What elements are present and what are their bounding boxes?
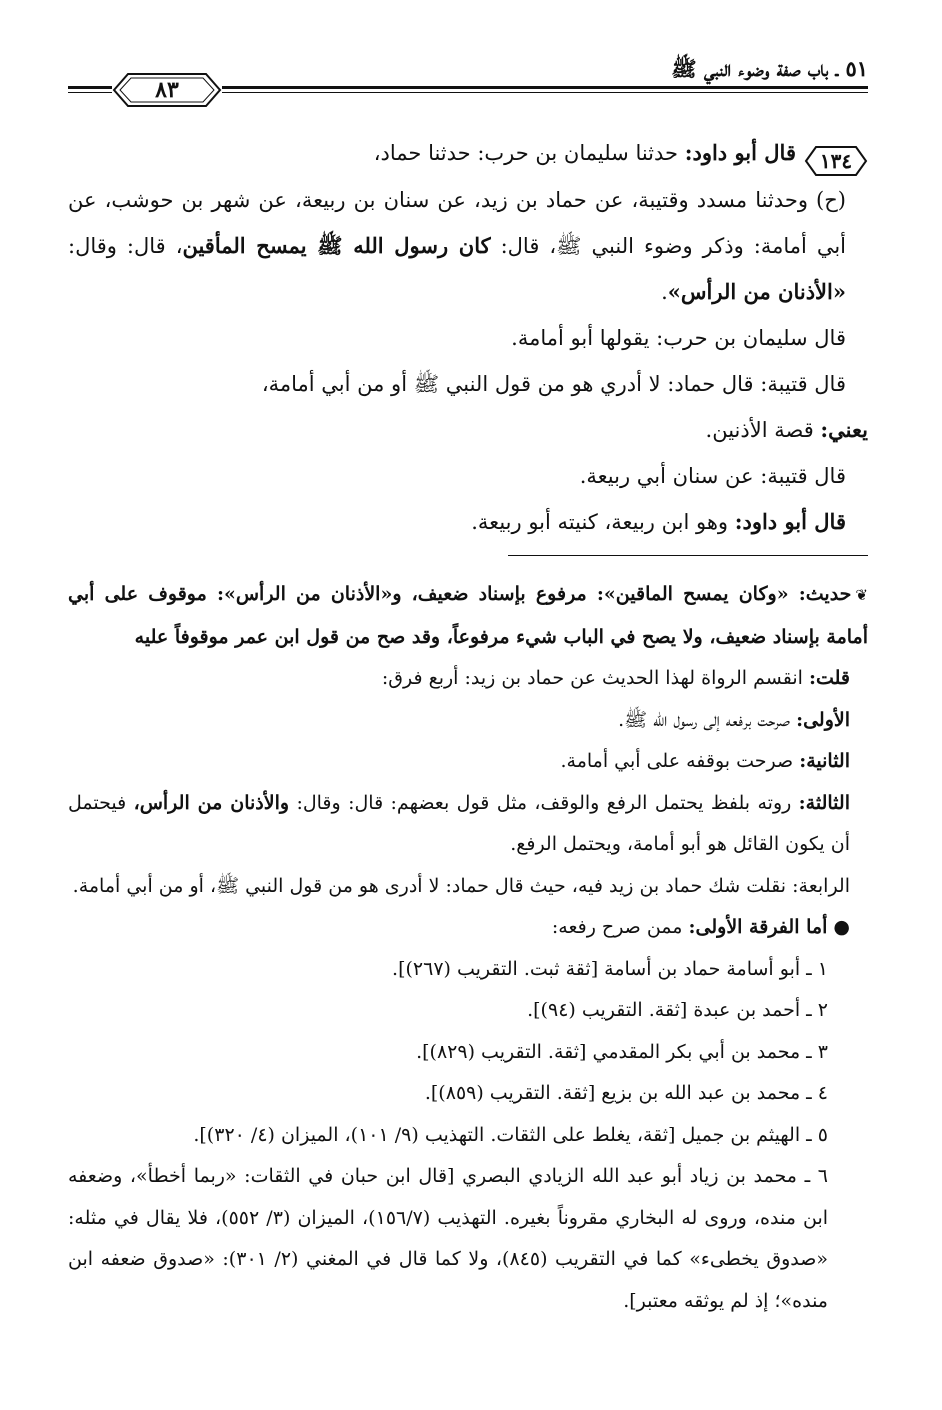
- list-item: ٣ ـ محمد بن أبي بكر المقدمي [ثقة. التقريب (٨٢٩)].: [416, 1040, 828, 1063]
- hadith-intro-text: حدثنا سليمان بن حرب: حدثنا حماد،: [373, 141, 685, 165]
- group-fourth: الرابعة: نقلت شك حماد بن زيد فيه، حيث قال حماد: لا أدرى هو من قول النبي ﷺ، أو من أبي أمامة.: [72, 874, 850, 897]
- hadith-text: [68, 130, 868, 545]
- list-item: ١ ـ أبو أسامة حماد بن أسامة [ثقة ثبت. التقريب (٢٦٧)].: [392, 957, 828, 980]
- hadith-intro-label: قال أبو داود:: [684, 140, 796, 165]
- line-abu-dawud: قال أبو داود: وهو ابن ربيعة، كنيته أبو ربيعة.: [471, 509, 846, 534]
- hadith-grading: ❦حديث: «وكان يمسح الماقين»: مرفوع بإسناد ضعيف، و«الأذنان من الرأس»: موقوف على أبي أمامة بإسناد ضعيف، ولا يصح في الباب شيء مرفوعاً، وقد صح من قول ابن عمر موقوفاً عليه: [68, 583, 868, 648]
- page-header: [68, 46, 868, 126]
- list-item-6: ٦ ـ محمد بن زياد أبو عبد الله الزيادي البصري [قال ابن حبان في الثقات: «ربما أخطأ»، وضعفه ابن منده، وروى له البخاري مقروناً بغيره. التهذيب (١٥٦/٧)، الميزان (٣/ ٥٥٢)، فلا يقال في مثله: «صدوق يخطىء» كما في التقريب (٨٤٥)، ولا كما قال في المغني (٢/ ٣٠١): «صدوق ضعفه ابن منده»؛ إذ لم يوثقه معتبر].: [68, 1165, 829, 1312]
- hadith-matn-2: «الأذنان من الرأس»: [667, 279, 846, 304]
- hadith-matn-1: كان رسول الله ﷺ يمسح المأقين: [182, 233, 491, 258]
- group-second: الثانية: صرحت بوقفه على أبي أمامة.: [560, 750, 850, 772]
- line-yani: يعني: قصة الأذنين.: [705, 417, 868, 442]
- page-number: [112, 72, 222, 108]
- list-item: ٥ ـ الهيثم بن جميل [ثقة، يغلط على الثقات. التهذيب (٩/ ١٠١)، الميزان (٤/ ٣٢٠)].: [193, 1123, 828, 1146]
- group-third: الثالثة: روته بلفظ يحتمل الرفع والوقف، مثل قول بعضهم: قال: وقال: والأذنان من الرأس، فيحتمل أن يكون القائل هو أبو أمامة، ويحتمل الرفع.: [68, 791, 850, 855]
- page-number-text: ٨٣: [155, 77, 179, 103]
- qultu-line: قلت: انقسم الرواة لهذا الحديث عن حماد بن زيد: أربع فرق:: [381, 667, 850, 689]
- hadith-isnad: (ح) وحدثنا مسدد وقتيبة، عن حماد بن زيد، عن سنان بن ربيعة، عن شهر بن حوشب، عن أبي أمامة: وذكر وضوء النبي ﷺ، قال: كان رسول الله ﷺ يمسح المأقين، قال: وقال: «الأذنان من الرأس».: [68, 188, 847, 304]
- list-item: ٢ ـ أحمد بن عبدة [ثقة. التقريب (٩٤)].: [527, 999, 828, 1021]
- hadith-number: ١٣٤: [804, 145, 868, 177]
- hadith-intro: [68, 130, 868, 177]
- first-group-heading: ● أما الفرقة الأولى: ممن صرح رفعه:: [551, 916, 850, 938]
- footnote-separator: [508, 555, 868, 556]
- bullet-icon: ●: [833, 916, 850, 938]
- line-qutayba: قال قتيبة: قال حماد: لا أدري هو من قول النبي ﷺ أو من أبي أمامة،: [261, 372, 846, 396]
- flower-icon: ❦: [855, 586, 868, 604]
- line-qutayba-2: قال قتيبة: عن سنان أبي ربيعة.: [579, 464, 846, 488]
- commentary: [68, 574, 868, 1322]
- group-first: الأولى: صرحت برفعه إلى رسول الله ﷺ.: [618, 708, 850, 731]
- chapter-title: ٥١ ـ باب صفة وضوء النبي ﷺ: [671, 56, 868, 81]
- list-item: ٤ ـ محمد بن عبد الله بن بزيع [ثقة. التقريب (٨٥٩)].: [424, 1082, 828, 1104]
- line-sulayman: قال سليمان بن حرب: يقولها أبو أمامة.: [511, 326, 846, 350]
